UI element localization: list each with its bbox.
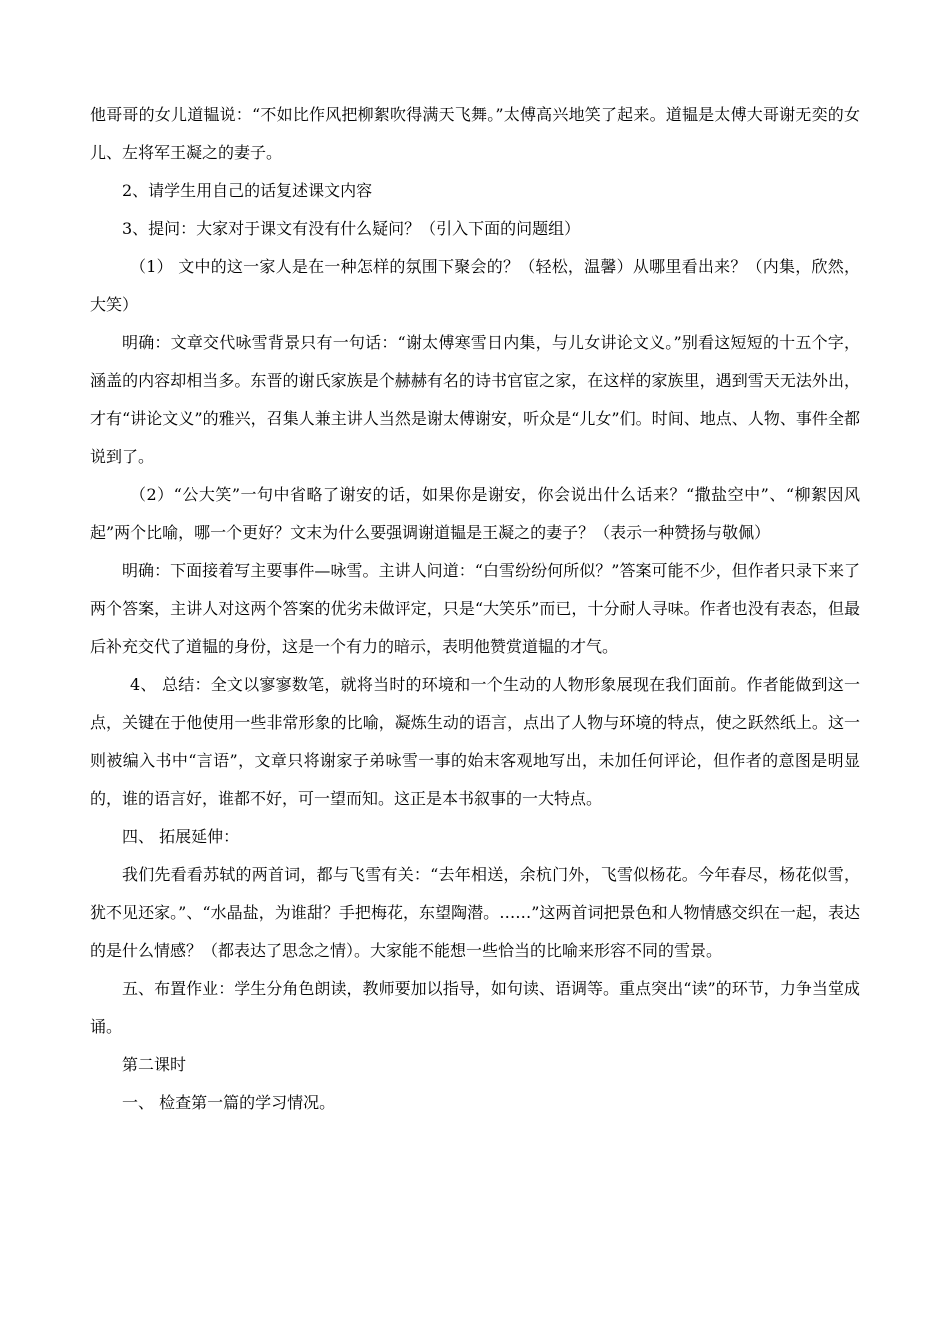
- paragraph-continuation: 他哥哥的女儿道韫说：“不如比作风把柳絮吹得满天飞舞。”太傅高兴地笑了起来。道韫是太傅大哥谢无奕的女儿、左将军王凝之的妻子。: [90, 105, 860, 162]
- paragraph-answer-1: 明确：文章交代咏雪背景只有一句话：“谢太傅寒雪日内集，与儿女讲论文义。”别看这短短的十五个字，涵盖的内容却相当多。东晋的谢氏家族是个赫赫有名的诗书官宦之家，在这样的家族里，遇到雪天无法外出，才有“讲论文义”的雅兴，召集人兼主讲人当然是谢太傅谢安，听众是“儿女”们。时间、地点、人物、事件全都说到了。: [90, 333, 860, 466]
- paragraph-question-1: （1） 文中的这一家人是在一种怎样的氛围下聚会的？（轻松，温馨）从哪里看出来？（内集，欣然，大笑）: [90, 257, 860, 314]
- paragraph-homework: 五、布置作业：学生分角色朗读，教师要加以指导，如句读、语调等。重点突出“读”的环节，力争当堂成诵。: [90, 979, 860, 1036]
- paragraph-step-3: 3、提问：大家对于课文有没有什么疑问？（引入下面的问题组）: [122, 219, 581, 238]
- paragraph-step-2: 2、请学生用自己的话复述课文内容: [122, 181, 373, 200]
- paragraph-extension: 我们先看看苏轼的两首词，都与飞雪有关：“去年相送，余杭门外，飞雪似杨花。今年春尽，杨花似雪，犹不见还家。”、“水晶盐，为谁甜？手把梅花，东望陶潜。……”这两首词把景色和人物情感交织在一起，表达的是什么情感？（都表达了思念之情）。大家能不能想一些恰当的比喻来形容不同的雪景。: [90, 865, 860, 960]
- paragraph-check: 一、 检查第一篇的学习情况。: [122, 1093, 336, 1112]
- section-heading-second-lesson: 第二课时: [122, 1055, 187, 1074]
- paragraph-answer-2: 明确：下面接着写主要事件—咏雪。主讲人问道：“白雪纷纷何所似？”答案可能不少，但作者只录下来了两个答案，主讲人对这两个答案的优劣未做评定，只是“大笑乐”而已，十分耐人寻味。作者也没有表态，但最后补充交代了道韫的身份，这是一个有力的暗示，表明他赞赏道韫的才气。: [90, 561, 860, 656]
- paragraph-question-2: （2）“公大笑”一句中省略了谢安的话，如果你是谢安，你会说出什么话来？“撒盐空中”、“柳絮因风起”两个比喻，哪一个更好？文末为什么要强调谢道韫是王凝之的妻子？（表示一种赞扬与敬佩）: [90, 485, 860, 542]
- document-body: [90, 96, 860, 1122]
- paragraph-summary: 4、 总结：全文以寥寥数笔，就将当时的环境和一个生动的人物形象展现在我们面前。作者能做到这一点，关键在于他使用一些非常形象的比喻，凝炼生动的语言，点出了人物与环境的特点，使之跃然纸上。这一则被编入书中“言语”，文章只将谢家子弟咏雪一事的始末客观地写出，未加任何评论，但作者的意图是明显的，谁的语言好，谁都不好，可一望而知。这正是本书叙事的一大特点。: [90, 675, 860, 808]
- section-heading-extension: 四、 拓展延伸：: [122, 827, 240, 846]
